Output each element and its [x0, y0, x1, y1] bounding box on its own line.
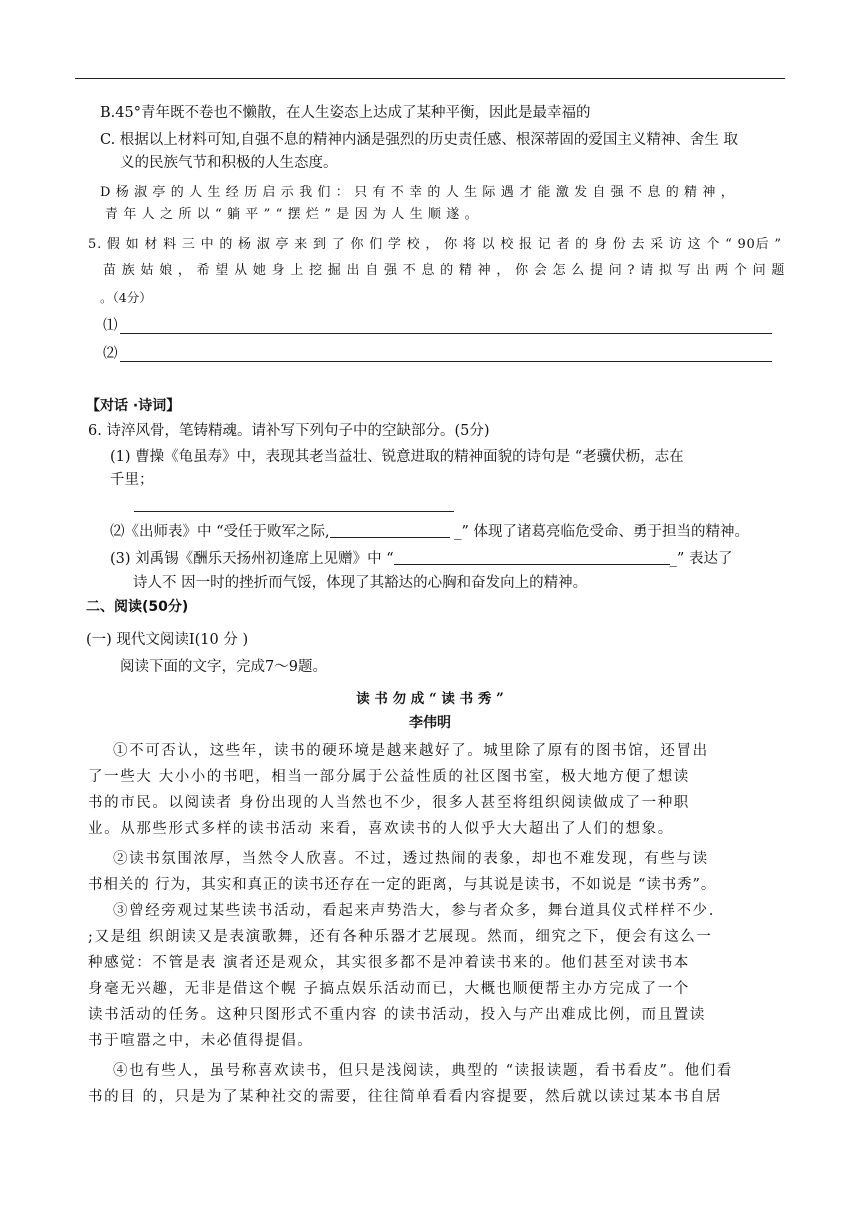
answer-2-line[interactable]: [120, 361, 772, 362]
section-reading-heading: 二、阅读(50分): [86, 599, 189, 615]
section-dialog-heading: 【对话 ·诗词】: [86, 398, 181, 414]
question-6-item3-line2: 诗人不 因一时的挫折而气馁，体现了其豁达的心胸和奋发向上的精神。: [133, 575, 588, 591]
question-6-item2: [110, 522, 749, 542]
option-c-line2: 义的民族气节和积极的人生态度。: [120, 155, 338, 171]
answer-1-line[interactable]: [120, 333, 772, 334]
paragraph-3-line6: 书于喧嚣之中，未必值得提倡。: [88, 1033, 314, 1049]
question-6-item3-blank[interactable]: [394, 549, 670, 565]
header-rule: [75, 78, 785, 79]
article-title: 读 书 勿 成 “ 读 书 秀 ”: [356, 691, 504, 707]
question-6-item3-text-a: (3) 刘禹锡《酬乐天扬州初逢席上见赠》中 “: [110, 551, 394, 567]
option-d-line1: D 杨 淑 亭 的 人 生 经 历 启 示 我 们 ： 只 有 不 幸 的 人 生 际 遇 才 能 激 发 自 强 不 息 的 精 神 ，: [100, 185, 735, 200]
answer-1-label: ⑴: [103, 318, 118, 334]
paragraph-3-line3: 种感觉：不管是表 演者还是观众，其实很多都不是冲着读书来的。他们甚至对读书本: [88, 955, 690, 971]
question-6-item3-text-b: _” 表达了: [669, 551, 733, 567]
answer-2-label: ⑵: [103, 346, 118, 362]
article-author: 李伟明: [409, 715, 451, 731]
question-5-line2: 苗 族 姑 娘 ， 希 望 从 她 身 上 挖 掘 出 自 强 不 息 的 精 神 ， 你 会 怎 么 提 问 ? 请 拟 写 出 两 个 问 题: [103, 263, 786, 278]
paragraph-2-line1: ②读书氛围浓厚，当然令人欣喜。不过，透过热闹的表象，却也不难发现，有些与读: [113, 851, 709, 867]
option-d-line2: 青 年 人 之 所 以 “ 躺 平 ” “ 摆 烂 ” 是 因 为 人 生 顺 遂 。: [105, 207, 479, 222]
paragraph-4-line1: ④也有些人，虽号称喜欢读书，但只是浅阅读，典型的 “读报读题，看书看皮”。他们看: [113, 1063, 733, 1079]
paragraph-1-line1: ①不可否认，这些年，读书的硬环境是越来越好了。城里除了原有的图书馆，还冒出: [113, 743, 709, 759]
paragraph-4-line2: 书的目 的，只是为了某种社交的需要，往往简单看看内容提要，然后就以读过某本书自居: [88, 1089, 723, 1105]
paragraph-2-line2: 书相关的 行为，其实和真正的读书还存在一定的距离，与其说是读书，不如说是 “读书秀”。: [88, 877, 717, 893]
paragraph-1-line2: 了一些大 大小小的书吧，相当一部分属于公益性质的社区图书室，极大地方便了想读: [88, 769, 690, 785]
question-6-item2-blank[interactable]: [330, 522, 450, 538]
option-c-line1: C. 根据以上材料可知,自强不息的精神内涵是强烈的历史责任感、根深蒂固的爱国主义精神、舍生 取: [100, 132, 739, 148]
question-6-item1-line2: 千里；: [110, 472, 154, 488]
question-6-item2-text-b: _” 体现了诸葛亮临危受命、勇于担当的精神。: [449, 524, 750, 540]
paragraph-3-line4: 身毫无兴趣，无非是借这个幌 子搞点娱乐活动而已，大概也顺便帮主办方完成了一个: [88, 981, 690, 997]
question-6-stem: 6. 诗淬风骨，笔铸精魂。请补写下列句子中的空缺部分。(5分): [88, 423, 490, 439]
paragraph-3-line5: 读书活动的任务。这种只图形式不重内容 的读书活动，投入与产出难成比例，而且置读: [88, 1007, 707, 1023]
paragraph-3-line2: ;又是组 织朗读又是表演歌舞，还有各种乐器才艺展现。然而，细究之下，便会有这么一: [88, 929, 713, 945]
question-5-line1: 5. 假 如 材 料 三 中 的 杨 淑 亭 来 到 了 你 们 学 校 ， 你 将 以 校 报 记 者 的 身 份 去 采 访 这 个 “ 90后 ”: [88, 237, 782, 252]
paragraph-3-line1: ③曾经旁观过某些读书活动，看起来声势浩大，参与者众多，舞台道具仪式样样不少.: [113, 903, 715, 919]
subsection-1-heading: (一) 现代文阅读Ⅰ(10 分 ): [86, 632, 249, 648]
question-6-item1-line1: (1) 曹操《龟虽寿》中，表现其老当益壮、锐意进取的精神面貌的诗句是 “老骥伏枥，志在: [110, 449, 684, 465]
question-6-item1-blank[interactable]: [134, 511, 454, 512]
question-5-score: 。（4分）: [100, 290, 152, 305]
paragraph-1-line3: 书的市民。以阅读者 身份出现的人当然也不少，很多人甚至将组织阅读做成了一种职: [88, 795, 690, 811]
question-6-item3-line1: [110, 549, 732, 569]
paragraph-1-line4: 业。从那些形式多样的读书活动 来看，喜欢读书的人似乎大大超出了人们的想象。: [88, 821, 674, 837]
reading-instruction: 阅读下面的文字，完成7～9题。: [120, 659, 327, 675]
option-b: B.45°青年既不卷也不懒散，在人生姿态上达成了某种平衡，因此是最幸福的: [100, 105, 591, 121]
question-6-item2-text-a: ⑵《出师表》中 “受任于败军之际,: [110, 524, 330, 540]
